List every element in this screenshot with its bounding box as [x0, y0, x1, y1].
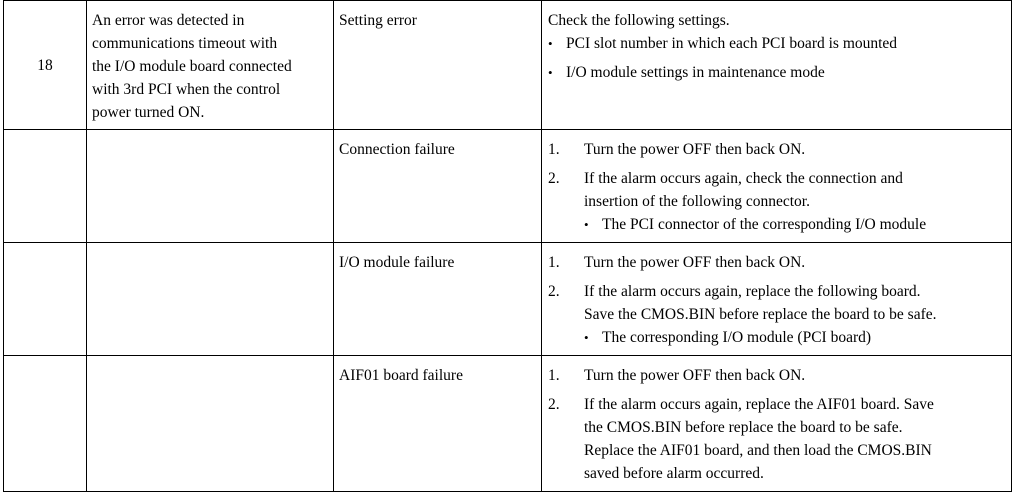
bullet-icon: •	[584, 217, 589, 232]
table-row	[4, 243, 1012, 356]
table-row	[4, 1, 1012, 130]
description-line: communications timeout with	[92, 35, 278, 52]
step-number: 2.	[548, 283, 560, 300]
empty-cell	[4, 243, 87, 356]
empty-cell	[4, 130, 87, 243]
step-text: Turn the power OFF then back ON.	[584, 141, 806, 158]
remedy-cell	[542, 130, 1012, 243]
step-text: If the alarm occurs again, check the connection and	[584, 170, 903, 187]
bullet-text: PCI slot number in which each PCI board is mounted	[566, 35, 898, 52]
bullet-icon: •	[548, 65, 553, 80]
alarm-table	[3, 0, 1012, 492]
remedy-cell	[542, 1, 1012, 130]
remedy-step	[548, 167, 1005, 236]
remedy-bullet	[548, 61, 1005, 84]
step-text: insertion of the following connector.	[584, 193, 810, 210]
remedy-step	[548, 280, 1005, 349]
description-line: power turned ON.	[92, 104, 205, 121]
step-text: If the alarm occurs again, replace the following board.	[584, 283, 921, 300]
step-sub-bullet	[584, 213, 1005, 236]
step-sub-bullet	[584, 326, 1005, 349]
description-line: the I/O module board connected	[92, 58, 292, 75]
remedy-intro: Check the following settings.	[548, 12, 730, 29]
sub-bullet-text: The corresponding I/O module (PCI board)	[602, 329, 872, 346]
step-number: 2.	[548, 170, 560, 187]
step-text: Turn the power OFF then back ON.	[584, 254, 806, 271]
bullet-icon: •	[584, 330, 589, 345]
remedy-step	[548, 251, 1005, 274]
bullet-icon: •	[548, 36, 553, 51]
cause-cell: I/O module failure	[334, 243, 542, 356]
step-number: 1.	[548, 367, 560, 384]
remedy-cell	[542, 243, 1012, 356]
alarm-description	[87, 1, 334, 130]
step-text: the CMOS.BIN before replace the board to be safe.	[584, 419, 903, 436]
empty-cell	[87, 356, 334, 492]
step-text: Save the CMOS.BIN before replace the board to be safe.	[584, 306, 937, 323]
step-number: 1.	[548, 141, 560, 158]
remedy-step	[548, 393, 1005, 485]
step-text: saved before alarm occurred.	[584, 465, 764, 482]
table-row	[4, 130, 1012, 243]
step-number: 2.	[548, 396, 560, 413]
step-text: Replace the AIF01 board, and then load the CMOS.BIN	[584, 442, 932, 459]
step-text: Turn the power OFF then back ON.	[584, 367, 806, 384]
step-text: If the alarm occurs again, replace the AIF01 board. Save	[584, 396, 934, 413]
empty-cell	[87, 243, 334, 356]
cause-cell: AIF01 board failure	[334, 356, 542, 492]
remedy-cell	[542, 356, 1012, 492]
description-line: with 3rd PCI when the control	[92, 81, 281, 98]
remedy-step	[548, 138, 1005, 161]
bullet-text: I/O module settings in maintenance mode	[566, 64, 825, 81]
table-row	[4, 356, 1012, 492]
alarm-number: 18	[4, 1, 87, 130]
empty-cell	[87, 130, 334, 243]
empty-cell	[4, 356, 87, 492]
step-number: 1.	[548, 254, 560, 271]
sub-bullet-text: The PCI connector of the corresponding I/O module	[602, 216, 927, 233]
remedy-bullet	[548, 32, 1005, 55]
description-line: An error was detected in	[92, 12, 245, 29]
cause-cell: Connection failure	[334, 130, 542, 243]
remedy-step	[548, 364, 1005, 387]
cause-cell: Setting error	[334, 1, 542, 130]
